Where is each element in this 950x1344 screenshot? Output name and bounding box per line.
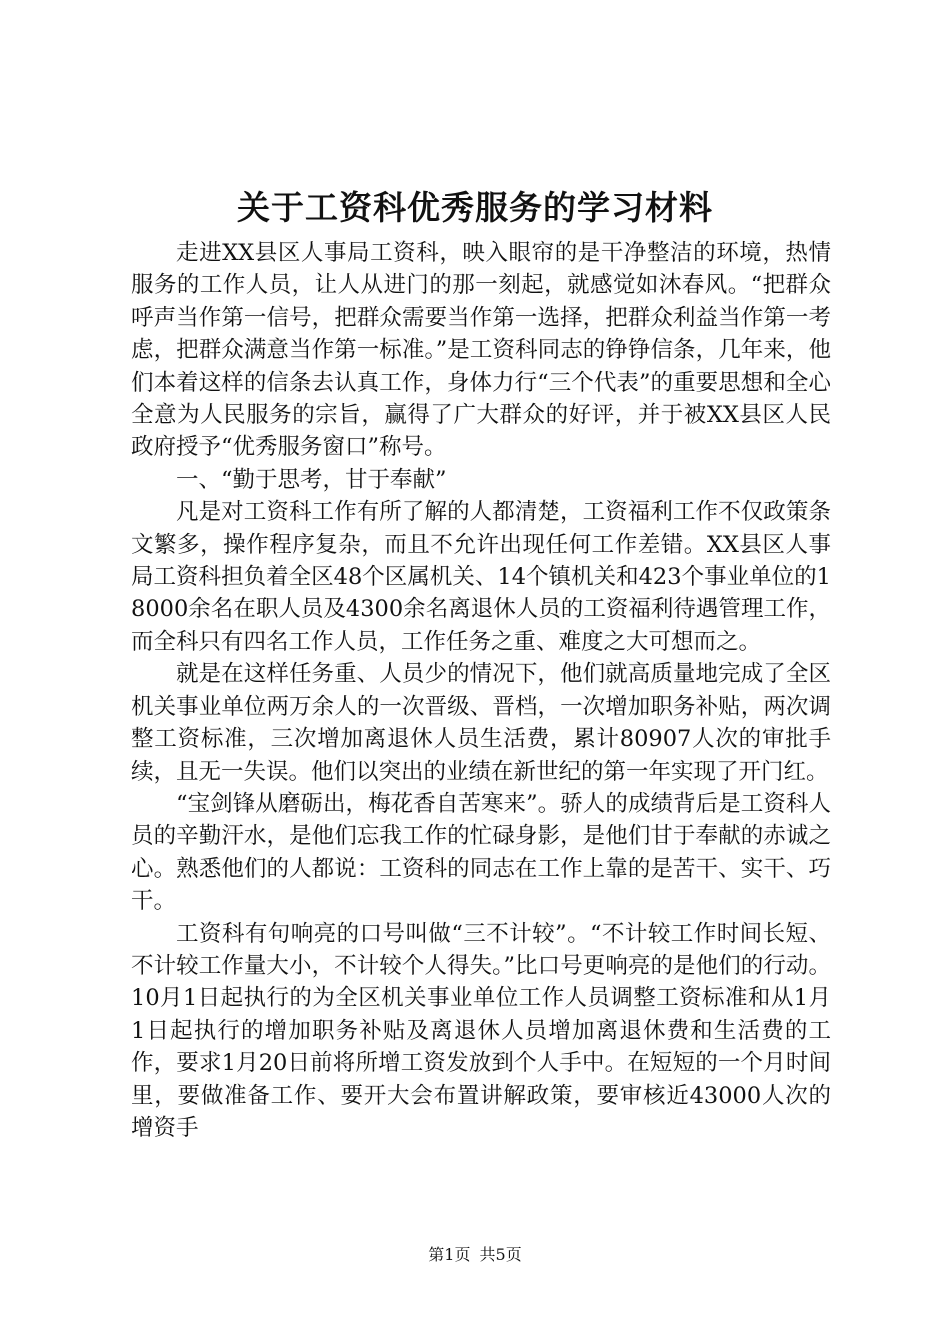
section-heading: 一、“勤于思考，甘于奉献” [176,466,447,493]
paragraph-workload: 凡是对工资科工作有所了解的人都清楚，工资福利工作不仅政策条文繁多，操作程序复杂，而且不允许出现任何工作差错。XX县区人事局工资科担负着全区48个区属机关、14个镇机关和423个事业单位的18000余名在职人员及4300余名离退休人员的工资福利待遇管理工作，而全科只有四名工作人员，工作任务之重、难度之大可想而之。 [131,499,831,655]
page-title: 关于工资科优秀服务的学习材料 [237,188,713,227]
paragraph-slogan: 工资科有句响亮的口号叫做“三不计较”。“不计较工作时间长短、不计较工作量大小，不计较个人得失。”比口号更响亮的是他们的行动。10月1日起执行的为全区机关事业单位工作人员调整工资标准和从1月1日起执行的增加职务补贴及离退休人员增加离退休费和生活费的工作，要求1月20日前将所增工资发放到个人手中。在短短的一个月时间里，要做准备工作、要开大会布置讲解政策，要审核近43000人次的增资手 [131,920,831,1141]
paragraph-dedication: “宝剑锋从磨砺出，梅花香自苦寒来”。骄人的成绩背后是工资科人员的辛勤汗水，是他们忘我工作的忙碌身影，是他们甘于奉献的赤诚之心。熟悉他们的人都说：工资科的同志在工作上靠的是苦干、实干、巧干。 [131,790,831,915]
page-number-footer: 第1页 共5页 [428,1245,522,1264]
document-body [131,237,831,1144]
paragraph-achievements: 就是在这样任务重、人员少的情况下，他们就高质量地完成了全区机关事业单位两万余人的一次晋级、晋档，一次增加职务补贴，两次调整工资标准，三次增加离退休人员生活费，累计80907人次的审批手续，且无一失误。他们以突出的业绩在新世纪的第一年实现了开门红。 [131,661,831,785]
paragraph-intro: 走进XX县区人事局工资科，映入眼帘的是干净整洁的环境，热情服务的工作人员，让人从进门的那一刻起，就感觉如沐春风。“把群众呼声当作第一信号，把群众需要当作第一选择，把群众利益当作第一考虑，把群众满意当作第一标准。”是工资科同志的铮铮信条，几年来，他们本着这样的信条去认真工作，身体力行“三个代表”的重要思想和全心全意为人民服务的宗旨，赢得了广大群众的好评，并于被XX县区人民政府授予“优秀服务窗口”称号。 [131,240,831,461]
